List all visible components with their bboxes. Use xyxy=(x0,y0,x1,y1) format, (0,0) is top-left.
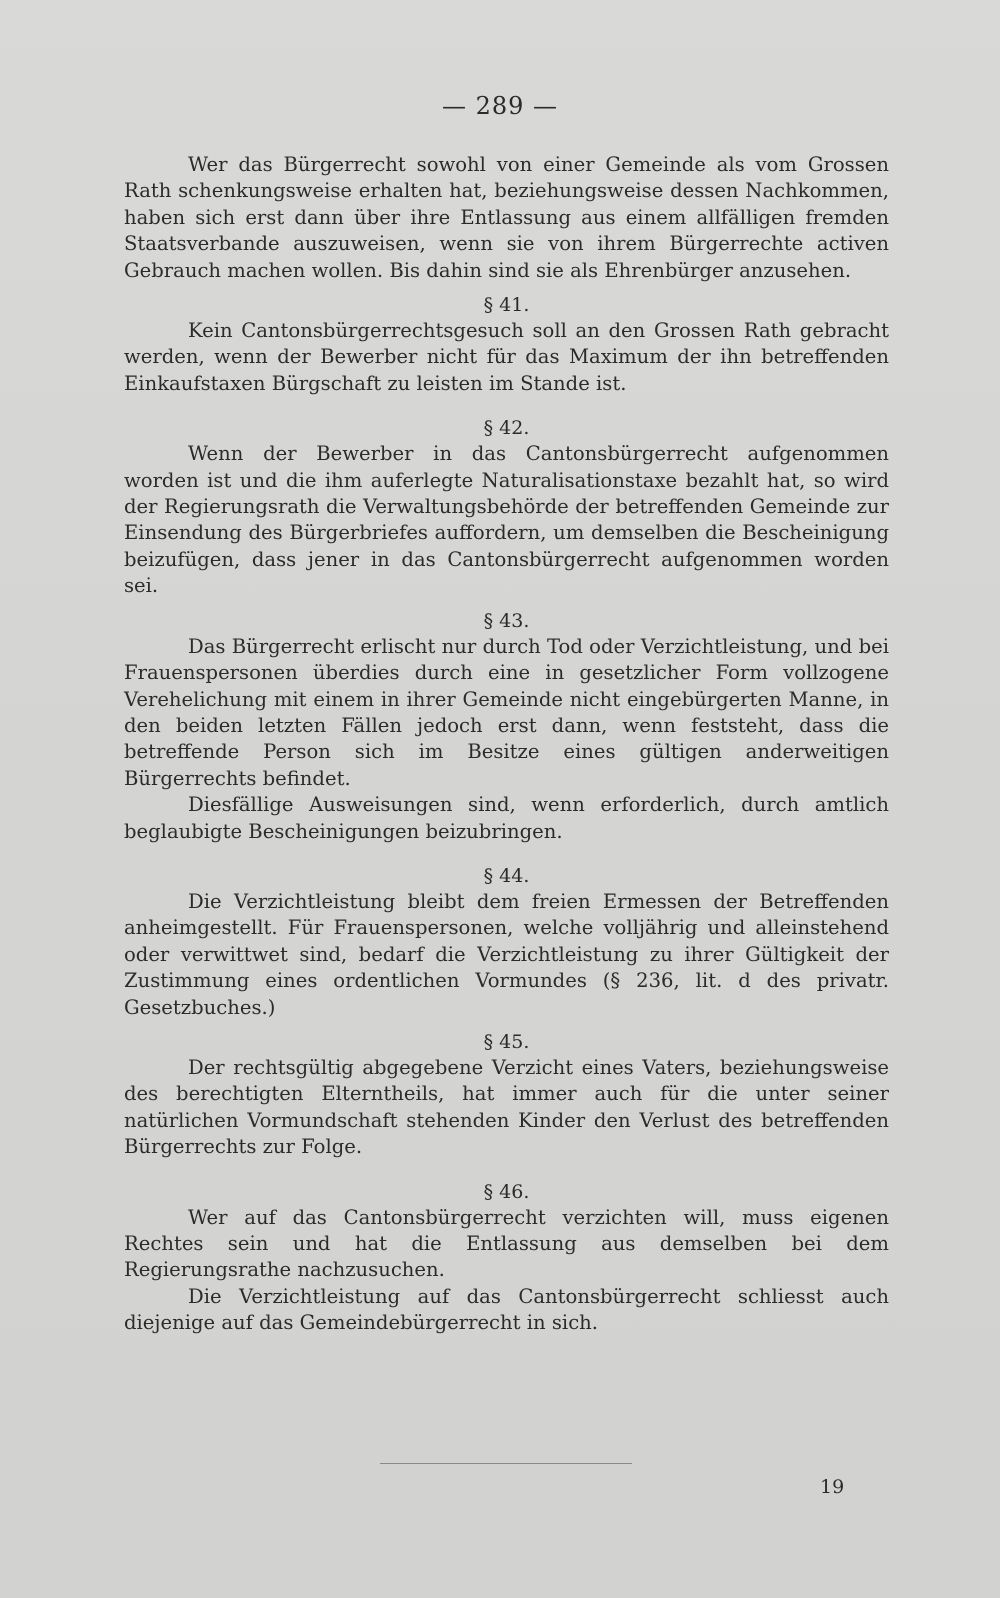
paragraph: Der rechtsgültig abgegebene Verzicht eines Vaters, beziehungsweise des berechtigten Elterntheils, hat immer auch für die unter seiner natürlichen Vormundschaft stehenden Kinder den Verlust des betreffenden Bürgerrechts zur Folge. xyxy=(124,1055,889,1159)
paragraph: Diesfällige Ausweisungen sind, wenn erforderlich, durch amtlich beglaubigte Bescheinigungen beizubringen. xyxy=(124,793,889,843)
signature-mark: 19 xyxy=(820,1476,845,1498)
spacer xyxy=(124,397,889,415)
paragraph: Wer auf das Cantonsbürgerrecht verzichten will, muss eigenen Rechtes sein und hat die Entlassung aus demselben bei dem Regierungsrathe nachzusuchen. xyxy=(124,1205,889,1282)
section-heading: § 46. xyxy=(483,1180,530,1203)
spacer xyxy=(124,600,889,608)
page-header: — 289 — xyxy=(441,92,559,120)
section-heading: § 41. xyxy=(483,294,530,317)
paragraph: Wer das Bürgerrecht sowohl von einer Gemeinde als vom Grossen Rath schenkungsweise erhalten hat, beziehungsweise dessen Nachkommen, haben sich erst dann über ihre Entlassung aus einem allfälligen fremden Staatsverbande auszuweisen, wenn sie von ihrem Bürgerrechte activen Gebrauch machen wollen. Bis dahin sind sie als Ehrenbürger anzusehen. xyxy=(124,153,889,282)
paragraph: Das Bürgerrecht erlischt nur durch Tod oder Verzichtleistung, und bei Frauenspersonen überdies durch eine in gesetzlicher Form vollzogene Verehelichung mit einem in ihrer Gemeinde nicht eingebürgerten Manne, in den beiden letzten Fällen jedoch erst dann, wenn feststeht, dass die betreffende Person sich im Besitze eines gültigen anderweitigen Bürgerrechts befindet. xyxy=(124,634,889,790)
paragraph: Wenn der Bewerber in das Cantonsbürgerrecht aufgenommen worden ist und die ihm auferlegte Naturalisationstaxe bezahlt hat, so wird der Regierungsrath die Verwaltungsbehörde der betreffenden Gemeinde zur Einsendung des Bürgerbriefes auffordern, um demselben die Bescheinigung beizufügen, dass jener in das Cantonsbürgerrecht aufgenommen worden sei. xyxy=(124,442,889,598)
spacer xyxy=(124,1021,889,1029)
footer-rule xyxy=(380,1463,632,1464)
body-text xyxy=(124,152,889,1337)
section-heading: § 42. xyxy=(483,417,530,440)
section-heading: § 45. xyxy=(483,1030,530,1053)
paragraph: Die Verzichtleistung auf das Cantonsbürgerrecht schliesst auch diejenige auf das Gemeindebürgerrecht in sich. xyxy=(124,1284,889,1335)
paragraph: Die Verzichtleistung bleibt dem freien Ermessen der Betreffenden anheimgestellt. Für Frauenspersonen, welche volljährig und alleinstehend oder verwittwet sind, bedarf die Verzichtleistung zu ihrer Gültigkeit der Zustimmung eines ordentlichen Vormundes (§ 236, lit. d des privatr. Gesetzbuches.) xyxy=(124,889,889,1019)
section-heading: § 44. xyxy=(483,864,530,887)
paragraph: Kein Cantonsbürgerrechtsgesuch soll an den Grossen Rath gebracht werden, wenn der Bewerber nicht für das Maximum der ihn betreffenden Einkaufstaxen Bürgschaft zu leisten im Stande ist. xyxy=(124,319,889,395)
section-heading: § 43. xyxy=(483,609,530,632)
spacer xyxy=(124,284,889,292)
spacer xyxy=(124,845,889,863)
spacer xyxy=(124,1161,889,1179)
